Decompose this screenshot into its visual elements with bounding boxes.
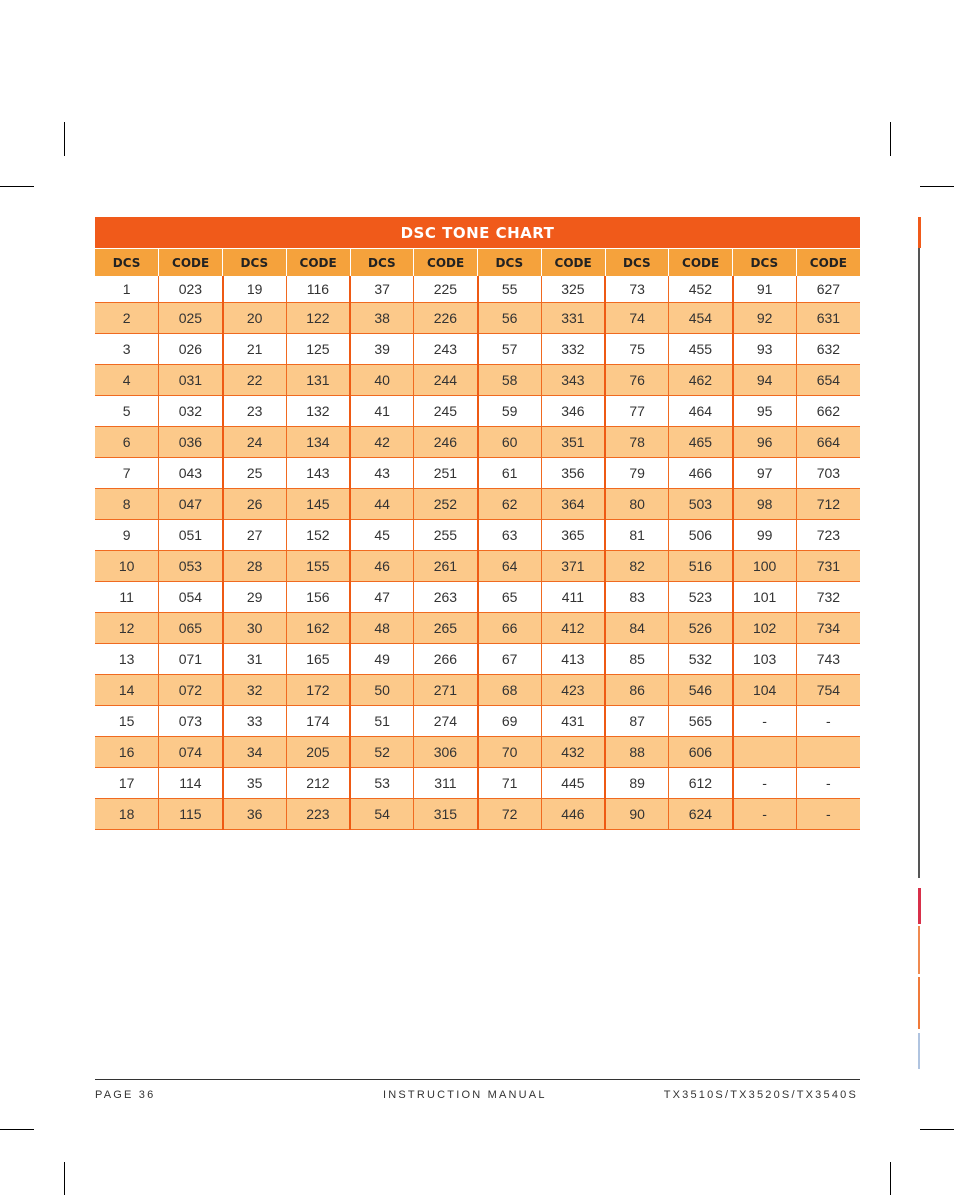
code-cell: 445 (541, 768, 605, 799)
column-header: CODE (541, 249, 605, 277)
code-cell: 356 (541, 458, 605, 489)
edge-tab-bar (918, 217, 921, 248)
dcs-cell: 17 (95, 768, 159, 799)
code-cell: 071 (159, 644, 223, 675)
code-cell: 546 (669, 675, 733, 706)
dcs-cell: 72 (478, 799, 542, 830)
dcs-cell: 23 (223, 396, 287, 427)
code-cell: 664 (796, 427, 860, 458)
crop-mark (890, 1162, 891, 1195)
dcs-cell: 78 (605, 427, 669, 458)
code-cell: - (796, 768, 860, 799)
code-cell: 423 (541, 675, 605, 706)
code-cell: 261 (414, 551, 478, 582)
dcs-cell: 31 (223, 644, 287, 675)
footer-rule (95, 1079, 860, 1080)
code-cell: 371 (541, 551, 605, 582)
dcs-cell: 52 (350, 737, 414, 768)
column-header: CODE (796, 249, 860, 277)
dcs-cell: 12 (95, 613, 159, 644)
dcs-cell: 84 (605, 613, 669, 644)
dcs-cell: 13 (95, 644, 159, 675)
dcs-cell: 96 (733, 427, 797, 458)
table-row (95, 520, 860, 551)
table-row (95, 613, 860, 644)
dcs-cell: 43 (350, 458, 414, 489)
code-cell: 526 (669, 613, 733, 644)
dcs-cell: 16 (95, 737, 159, 768)
code-cell: 246 (414, 427, 478, 458)
dcs-cell: 62 (478, 489, 542, 520)
dcs-cell: 47 (350, 582, 414, 613)
code-cell: 632 (796, 334, 860, 365)
code-cell: 465 (669, 427, 733, 458)
dcs-cell: 57 (478, 334, 542, 365)
table-row (95, 276, 860, 303)
table-row (95, 303, 860, 334)
column-header: DCS (478, 249, 542, 277)
code-cell: 412 (541, 613, 605, 644)
code-cell: 114 (159, 768, 223, 799)
dcs-cell: 60 (478, 427, 542, 458)
code-cell: 074 (159, 737, 223, 768)
dsc-table (95, 248, 860, 830)
column-header: DCS (733, 249, 797, 277)
dcs-cell: 64 (478, 551, 542, 582)
crop-mark (0, 1129, 34, 1130)
dcs-cell: 48 (350, 613, 414, 644)
crop-mark (0, 186, 34, 187)
code-cell: 431 (541, 706, 605, 737)
table-row (95, 365, 860, 396)
code-cell: 627 (796, 276, 860, 303)
dcs-cell: 51 (350, 706, 414, 737)
dcs-cell: 67 (478, 644, 542, 675)
dcs-cell: 56 (478, 303, 542, 334)
code-cell: 654 (796, 365, 860, 396)
dcs-cell: 19 (223, 276, 287, 303)
code-cell: 245 (414, 396, 478, 427)
code-cell: 125 (286, 334, 350, 365)
code-cell: 343 (541, 365, 605, 396)
dcs-cell: 29 (223, 582, 287, 613)
dcs-cell: 32 (223, 675, 287, 706)
dcs-cell: 71 (478, 768, 542, 799)
code-cell: 073 (159, 706, 223, 737)
code-cell: 226 (414, 303, 478, 334)
code-cell: 134 (286, 427, 350, 458)
footer-page: PAGE 36 (95, 1089, 156, 1101)
dcs-cell: 2 (95, 303, 159, 334)
dcs-cell: 3 (95, 334, 159, 365)
code-cell: 131 (286, 365, 350, 396)
code-cell: 072 (159, 675, 223, 706)
dcs-cell: 70 (478, 737, 542, 768)
dcs-cell: 34 (223, 737, 287, 768)
code-cell: 432 (541, 737, 605, 768)
code-cell: 065 (159, 613, 223, 644)
code-cell: 311 (414, 768, 478, 799)
edge-tab-bar (918, 977, 920, 1029)
dcs-cell: 89 (605, 768, 669, 799)
code-cell: 703 (796, 458, 860, 489)
code-cell: 162 (286, 613, 350, 644)
code-cell: 612 (669, 768, 733, 799)
code-cell: 116 (286, 276, 350, 303)
code-cell: 152 (286, 520, 350, 551)
dcs-cell: 90 (605, 799, 669, 830)
code-cell: 036 (159, 427, 223, 458)
dcs-cell: 50 (350, 675, 414, 706)
code-cell: 043 (159, 458, 223, 489)
code-cell: 523 (669, 582, 733, 613)
code-cell: 145 (286, 489, 350, 520)
dcs-cell: 104 (733, 675, 797, 706)
dcs-cell: 21 (223, 334, 287, 365)
code-cell: 047 (159, 489, 223, 520)
code-cell: 331 (541, 303, 605, 334)
dcs-cell: 58 (478, 365, 542, 396)
dcs-cell: 38 (350, 303, 414, 334)
table-row (95, 427, 860, 458)
code-cell: 754 (796, 675, 860, 706)
dcs-cell: 6 (95, 427, 159, 458)
dcs-cell: 99 (733, 520, 797, 551)
dcs-cell: - (733, 768, 797, 799)
code-cell: 743 (796, 644, 860, 675)
dcs-cell: 5 (95, 396, 159, 427)
code-cell: 143 (286, 458, 350, 489)
table-row (95, 706, 860, 737)
code-cell: 054 (159, 582, 223, 613)
dcs-cell: 49 (350, 644, 414, 675)
dcs-cell: 82 (605, 551, 669, 582)
footer-manual-title: INSTRUCTION MANUAL (383, 1089, 547, 1101)
dcs-cell: 9 (95, 520, 159, 551)
code-cell (796, 737, 860, 768)
code-cell: 223 (286, 799, 350, 830)
code-cell: 032 (159, 396, 223, 427)
code-cell: 251 (414, 458, 478, 489)
dcs-cell: 41 (350, 396, 414, 427)
dcs-cell: 45 (350, 520, 414, 551)
dcs-cell: 65 (478, 582, 542, 613)
table-row (95, 737, 860, 768)
dcs-cell: 55 (478, 276, 542, 303)
table-row (95, 582, 860, 613)
column-header: CODE (159, 249, 223, 277)
code-cell: 516 (669, 551, 733, 582)
dcs-cell: 80 (605, 489, 669, 520)
code-cell: 122 (286, 303, 350, 334)
dcs-cell: 68 (478, 675, 542, 706)
dcs-cell: 74 (605, 303, 669, 334)
table-body (95, 276, 860, 830)
code-cell: 346 (541, 396, 605, 427)
dcs-cell: 66 (478, 613, 542, 644)
code-cell: 026 (159, 334, 223, 365)
code-cell: 364 (541, 489, 605, 520)
code-cell: 532 (669, 644, 733, 675)
column-header: CODE (286, 249, 350, 277)
column-header: DCS (95, 249, 159, 277)
code-cell: 734 (796, 613, 860, 644)
dcs-cell: 40 (350, 365, 414, 396)
code-cell: 503 (669, 489, 733, 520)
dcs-cell: 83 (605, 582, 669, 613)
code-cell: 455 (669, 334, 733, 365)
crop-mark (64, 1162, 65, 1195)
code-cell: 731 (796, 551, 860, 582)
column-header: DCS (350, 249, 414, 277)
code-cell: 306 (414, 737, 478, 768)
code-cell: 156 (286, 582, 350, 613)
code-cell: 332 (541, 334, 605, 365)
edge-tab-bar (918, 888, 921, 924)
code-cell: - (796, 799, 860, 830)
dcs-cell: 61 (478, 458, 542, 489)
dcs-cell: 7 (95, 458, 159, 489)
code-cell: 712 (796, 489, 860, 520)
table-row (95, 458, 860, 489)
dcs-cell: 36 (223, 799, 287, 830)
code-cell: 732 (796, 582, 860, 613)
code-cell: 263 (414, 582, 478, 613)
code-cell: 411 (541, 582, 605, 613)
dcs-cell: 69 (478, 706, 542, 737)
code-cell: 274 (414, 706, 478, 737)
code-cell: 025 (159, 303, 223, 334)
code-cell: 723 (796, 520, 860, 551)
code-cell: 265 (414, 613, 478, 644)
column-header: CODE (669, 249, 733, 277)
code-cell: 212 (286, 768, 350, 799)
dcs-cell: 46 (350, 551, 414, 582)
dcs-cell: 35 (223, 768, 287, 799)
dcs-cell: - (733, 706, 797, 737)
code-cell: 631 (796, 303, 860, 334)
dcs-cell: 54 (350, 799, 414, 830)
code-cell: 031 (159, 365, 223, 396)
code-cell: 624 (669, 799, 733, 830)
code-cell: 174 (286, 706, 350, 737)
column-header: DCS (223, 249, 287, 277)
code-cell: 165 (286, 644, 350, 675)
dcs-cell: 39 (350, 334, 414, 365)
code-cell: 413 (541, 644, 605, 675)
footer-models: TX3510S/TX3520S/TX3540S (663, 1089, 858, 1101)
dcs-cell: 75 (605, 334, 669, 365)
dcs-cell: 100 (733, 551, 797, 582)
dcs-cell: 102 (733, 613, 797, 644)
code-cell: 115 (159, 799, 223, 830)
dcs-cell: 73 (605, 276, 669, 303)
dcs-cell: - (733, 799, 797, 830)
table-row (95, 675, 860, 706)
dcs-cell: 18 (95, 799, 159, 830)
dcs-cell: 1 (95, 276, 159, 303)
code-cell: 271 (414, 675, 478, 706)
code-cell: 051 (159, 520, 223, 551)
dcs-cell: 86 (605, 675, 669, 706)
code-cell: 205 (286, 737, 350, 768)
dcs-cell: 22 (223, 365, 287, 396)
dcs-cell: 33 (223, 706, 287, 737)
table-row (95, 644, 860, 675)
code-cell: 351 (541, 427, 605, 458)
code-cell: 225 (414, 276, 478, 303)
dcs-cell: 81 (605, 520, 669, 551)
code-cell: 662 (796, 396, 860, 427)
chart-title: DSC TONE CHART (95, 217, 860, 248)
dsc-tone-chart (95, 217, 860, 830)
dcs-cell: 103 (733, 644, 797, 675)
code-cell: - (796, 706, 860, 737)
edge-tab-bar (918, 1033, 920, 1069)
table-row (95, 396, 860, 427)
code-cell: 255 (414, 520, 478, 551)
edge-tab-bar (918, 926, 920, 974)
dcs-cell: 77 (605, 396, 669, 427)
dcs-cell: 97 (733, 458, 797, 489)
table-row (95, 799, 860, 830)
code-cell: 244 (414, 365, 478, 396)
edge-tab-bar (918, 248, 920, 878)
dcs-cell: 15 (95, 706, 159, 737)
dcs-cell: 30 (223, 613, 287, 644)
dcs-cell: 94 (733, 365, 797, 396)
code-cell: 506 (669, 520, 733, 551)
dcs-cell: 10 (95, 551, 159, 582)
dcs-cell: 93 (733, 334, 797, 365)
dcs-cell: 4 (95, 365, 159, 396)
dcs-cell: 11 (95, 582, 159, 613)
code-cell: 462 (669, 365, 733, 396)
dcs-cell: 59 (478, 396, 542, 427)
code-cell: 023 (159, 276, 223, 303)
code-cell: 446 (541, 799, 605, 830)
dcs-cell: 53 (350, 768, 414, 799)
dcs-cell: 63 (478, 520, 542, 551)
code-cell: 252 (414, 489, 478, 520)
dcs-cell: 42 (350, 427, 414, 458)
dcs-cell: 28 (223, 551, 287, 582)
code-cell: 466 (669, 458, 733, 489)
code-cell: 053 (159, 551, 223, 582)
column-header: DCS (605, 249, 669, 277)
dcs-cell: 91 (733, 276, 797, 303)
dcs-cell (733, 737, 797, 768)
table-header-row (95, 249, 860, 277)
table-row (95, 551, 860, 582)
dcs-cell: 95 (733, 396, 797, 427)
code-cell: 606 (669, 737, 733, 768)
crop-mark (920, 186, 954, 187)
dcs-cell: 87 (605, 706, 669, 737)
code-cell: 243 (414, 334, 478, 365)
dcs-cell: 76 (605, 365, 669, 396)
column-header: CODE (414, 249, 478, 277)
code-cell: 315 (414, 799, 478, 830)
code-cell: 464 (669, 396, 733, 427)
dcs-cell: 25 (223, 458, 287, 489)
code-cell: 365 (541, 520, 605, 551)
table-row (95, 768, 860, 799)
dcs-cell: 88 (605, 737, 669, 768)
code-cell: 266 (414, 644, 478, 675)
dcs-cell: 26 (223, 489, 287, 520)
dcs-cell: 14 (95, 675, 159, 706)
crop-mark (890, 122, 891, 156)
code-cell: 155 (286, 551, 350, 582)
code-cell: 172 (286, 675, 350, 706)
code-cell: 132 (286, 396, 350, 427)
dcs-cell: 98 (733, 489, 797, 520)
code-cell: 454 (669, 303, 733, 334)
dcs-cell: 37 (350, 276, 414, 303)
crop-mark (64, 122, 65, 156)
dcs-cell: 101 (733, 582, 797, 613)
dcs-cell: 24 (223, 427, 287, 458)
dcs-cell: 85 (605, 644, 669, 675)
dcs-cell: 27 (223, 520, 287, 551)
crop-mark (920, 1129, 954, 1130)
table-row (95, 334, 860, 365)
dcs-cell: 44 (350, 489, 414, 520)
dcs-cell: 79 (605, 458, 669, 489)
dcs-cell: 8 (95, 489, 159, 520)
code-cell: 452 (669, 276, 733, 303)
code-cell: 325 (541, 276, 605, 303)
code-cell: 565 (669, 706, 733, 737)
dcs-cell: 92 (733, 303, 797, 334)
table-row (95, 489, 860, 520)
dcs-cell: 20 (223, 303, 287, 334)
